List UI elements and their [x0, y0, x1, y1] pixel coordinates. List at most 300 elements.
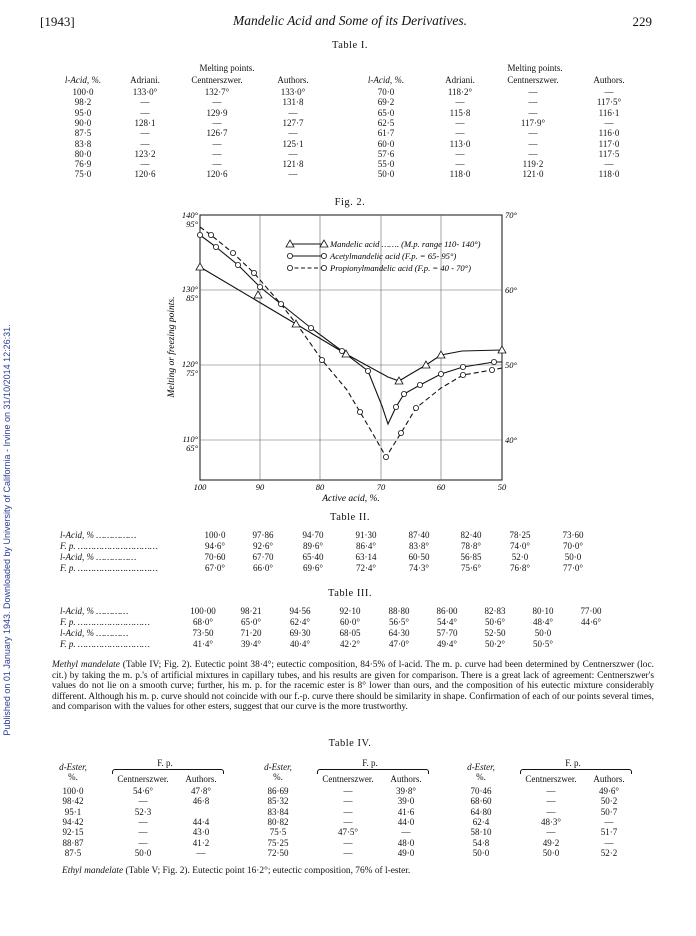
table1-col-authors: Authors.	[277, 75, 309, 85]
table4-cell: 87·5	[64, 847, 82, 858]
data-point-mandelic	[422, 361, 430, 368]
table4-cell: —	[546, 827, 556, 838]
table4-col-authors: Authors.	[185, 774, 217, 784]
data-point-mandelic	[196, 263, 204, 270]
table2-cell: 69·6°	[302, 563, 324, 573]
figure-2	[160, 205, 540, 505]
table2-cell: 82·40	[460, 530, 482, 540]
table4-cell: —	[401, 827, 411, 838]
table1-group-left: Melting points.	[199, 63, 255, 73]
data-point-propionyl	[413, 405, 418, 410]
table2-cell: 56·85	[460, 552, 482, 562]
table4-cell: 52·2	[600, 847, 618, 858]
table2-cell: 52·0	[511, 552, 529, 562]
table2-cell: 73·60	[562, 530, 584, 540]
table2-cell: 74·3°	[408, 563, 430, 573]
ytick-95: 95°	[186, 219, 198, 229]
data-point-acetyl	[308, 325, 313, 330]
table4-cell: —	[546, 786, 556, 796]
table1-col-centnerszwer: Centnerszwer.	[191, 75, 243, 85]
table3-cell: 50·2°	[484, 639, 506, 649]
table3-cell: 68·0°	[192, 617, 214, 627]
table4-cell: —	[343, 786, 353, 796]
ytick-right-70: 70°	[505, 210, 517, 220]
table3-cell: 44·6°	[580, 617, 602, 627]
table1-cell: 115·8	[449, 107, 471, 118]
table3-cell: 94·56	[289, 606, 311, 616]
legend-mandelic: Mandelic acid ……. (M.p. range 110- 140°)	[330, 239, 481, 249]
table1-cell: 57·6	[377, 148, 395, 159]
table1-cell: —	[528, 87, 538, 97]
table4-cell: 52·3	[134, 806, 152, 817]
table2-cell: 78·25	[509, 530, 531, 540]
data-point-acetyl	[401, 391, 406, 396]
table4-cell: 75·25	[267, 837, 289, 848]
data-point-propionyl	[319, 357, 324, 362]
table1-cell: 70·0	[377, 87, 395, 97]
table4-cell: 94·42	[62, 816, 84, 827]
table3-cell: 77·00	[580, 606, 602, 616]
table1-cell: 126·7	[206, 128, 228, 139]
circle-marker-icon	[287, 253, 292, 258]
table1-cell: 133·0°	[280, 87, 306, 97]
table1-cell: —	[288, 107, 298, 118]
table3-cell: 86·00	[436, 606, 458, 616]
table4-cell: 80·82	[267, 816, 289, 827]
table4-cell: 68·60	[470, 796, 492, 807]
table4-cell: 54·6°	[132, 786, 154, 796]
table2-cell: 70·0°	[562, 541, 584, 551]
table3-cell: 50·6°	[484, 617, 506, 627]
table1-cell: 69·2	[377, 97, 395, 108]
curve-propionyl	[200, 227, 502, 457]
table4-fp-header: F. p.	[362, 758, 378, 768]
table1-cell: —	[528, 107, 538, 118]
table2-cell: 83·8°	[408, 541, 430, 551]
table4-cell: 50·0	[542, 847, 560, 858]
data-point-mandelic	[498, 346, 506, 353]
data-point-acetyl	[491, 359, 496, 364]
table1-cell: —	[212, 138, 222, 149]
table2-cell: 74·0°	[509, 541, 531, 551]
data-point-mandelic	[254, 291, 262, 298]
table4-cell: 98·42	[62, 796, 84, 807]
table3-cell: 98·21	[240, 606, 262, 616]
table2-cell: 87·40	[408, 530, 430, 540]
table1-cell: 75·0	[74, 169, 92, 180]
table4-cell: 39·8°	[395, 786, 417, 796]
figure-caption: Fig. 2.	[334, 197, 366, 208]
y-axis-label: Melting or freezing points.	[167, 296, 177, 398]
table1-cell: —	[604, 87, 614, 97]
legend	[286, 239, 481, 273]
table1-cell: —	[604, 159, 614, 170]
paragraph-title: Methyl mandelate	[52, 660, 120, 670]
table3-cell: 88·80	[388, 606, 410, 616]
table4-cell: 47·8°	[190, 786, 212, 796]
ytick-140: 140°	[181, 210, 198, 220]
table1-col-acid: l-Acid, %.	[64, 75, 102, 85]
table1-cell: —	[604, 117, 614, 128]
x-axis-label: Active acid, %.	[322, 494, 380, 504]
table2-row-label: l-Acid, % ……………	[60, 530, 137, 540]
legend-acetyl: Acetylmandelic acid (F.p. = 65- 95°)	[330, 251, 457, 261]
table1-cell: —	[288, 169, 298, 180]
table1-cell: 60·0	[377, 138, 395, 149]
data-point-acetyl	[460, 364, 465, 369]
table4-cell: 48·0	[397, 837, 415, 848]
table2-cell: 92·6°	[252, 541, 274, 551]
table2-cell: 75·6°	[460, 563, 482, 573]
table1-cell: —	[212, 117, 222, 128]
ytick-75: 75°	[186, 368, 198, 378]
table3-cell: 100·00	[190, 606, 216, 616]
xtick-60: 60	[436, 482, 446, 492]
table1-cell: —	[455, 148, 465, 159]
table4-cell: 100·0	[62, 786, 84, 796]
table1-cell: —	[140, 97, 150, 108]
table1-cell: 118·2°	[447, 87, 473, 97]
table1-cell: 133·0°	[132, 87, 158, 97]
table1-cell: 65·0	[377, 107, 395, 118]
table2-cell: 91·30	[355, 530, 377, 540]
table1-cell: 132·7°	[204, 87, 230, 97]
table1-cell: 121·0	[522, 169, 544, 180]
data-point-propionyl	[251, 270, 256, 275]
table1-cell: 120·6	[206, 169, 228, 180]
table4-cell: 41·2	[192, 837, 210, 848]
table1-cell: 131·8	[282, 97, 304, 108]
table2-cell: 60·50	[408, 552, 430, 562]
table4-cell: 50·0	[472, 847, 490, 858]
table4-cell: 49·0	[397, 847, 415, 858]
data-point-acetyl	[339, 348, 344, 353]
legend-propionyl: Propionylmandelic acid (F.p. = 40 - 70°)	[330, 263, 471, 273]
table1-cell: 117·5°	[596, 97, 622, 108]
data-point-acetyl	[278, 301, 283, 306]
table2-cell: 50·0	[564, 552, 582, 562]
methyl-mandelate-paragraph	[52, 660, 654, 713]
sidebar-note: Published on 01 January 1943. Downloaded by University of California - Irvine on 31/10/2014 12:26:31.	[2, 324, 12, 736]
table4-caption: Table IV.	[328, 738, 372, 749]
table4-col-ester: d-Ester,	[59, 762, 87, 772]
table2-cell: 63·14	[355, 552, 377, 562]
table4-cell: 75·5	[269, 827, 287, 838]
table3-cell: 50·5°	[532, 639, 554, 649]
data-point-acetyl	[235, 262, 240, 267]
data-point-acetyl	[393, 404, 398, 409]
table4-cell: —	[343, 837, 353, 848]
data-point-propionyl	[489, 367, 494, 372]
ytick-85: 85°	[186, 293, 198, 303]
table4-col-pct: %.	[476, 772, 486, 782]
table4-col-centnerszwer: Centnerszwer.	[322, 774, 374, 784]
table1-cell: —	[528, 138, 538, 149]
table1-cell: 50·0	[377, 169, 395, 180]
table4-cell: 85·32	[267, 796, 289, 807]
data-point-acetyl	[365, 368, 370, 373]
header-year: [1943]	[40, 14, 75, 29]
table4-cell: 95·1	[64, 806, 82, 817]
table1-cell: 100·0	[72, 87, 94, 97]
table4-col-ester: d-Ester,	[264, 762, 292, 772]
footer-text: (Table V; Fig. 2). Eutectic point 16·2°; eutectic composition, 76% of l-ester.	[123, 866, 411, 876]
table1-group-right: Melting points.	[507, 63, 563, 73]
table4-fp-header: F. p.	[565, 758, 581, 768]
table2-cell: 77·0°	[562, 563, 584, 573]
table3-cell: 71·20	[240, 628, 262, 638]
table3-cell: 56·5°	[388, 617, 410, 627]
header-title: Mandelic Acid and Some of its Derivatives.	[232, 13, 468, 28]
table4-col-pct: %.	[68, 772, 78, 782]
table2-cell: 67·0°	[204, 563, 226, 573]
table4-cell: 50·0	[134, 847, 152, 858]
table1-cell: —	[455, 128, 465, 139]
table4-col-pct: %.	[273, 772, 283, 782]
table1-cell: 127·7	[282, 117, 304, 128]
table3-row-label: F. p. ………………………	[60, 617, 150, 627]
table4-cell: —	[546, 796, 556, 807]
ytick-right-40: 40°	[505, 435, 517, 445]
data-point-acetyl	[197, 232, 202, 237]
table4-cell: 47·5°	[337, 827, 359, 838]
table2-cell: 67·70	[252, 552, 274, 562]
table3-cell: 49·4°	[436, 639, 458, 649]
table1-cell: 119·2	[522, 159, 544, 170]
table3-cell: 40·4°	[289, 639, 311, 649]
table1-cell: 116·1	[598, 107, 620, 118]
table1-cell: —	[528, 148, 538, 159]
xtick-90: 90	[255, 482, 265, 492]
table3-row-label: l-Acid, % …………	[60, 606, 129, 616]
table3-cell: 52·50	[484, 628, 506, 638]
table4-col-centnerszwer: Centnerszwer.	[117, 774, 169, 784]
table1-cell: 76·9	[74, 159, 92, 170]
table4-cell: —	[604, 816, 614, 827]
table4-cell: —	[343, 816, 353, 827]
table1-cell: 118·0	[449, 169, 471, 180]
table2-row-label: F. p. …………………………	[60, 541, 158, 551]
curve-mandelic	[200, 267, 502, 381]
data-point-propionyl	[398, 430, 403, 435]
table1-cell: —	[140, 159, 150, 170]
table1-cell: 121·8	[282, 159, 304, 170]
table4-cell: —	[546, 806, 556, 817]
table3-cell: 73·50	[192, 628, 214, 638]
table1-cell: —	[212, 97, 222, 108]
table1-cell: 95·0	[74, 107, 92, 118]
table1-cell: —	[140, 128, 150, 139]
table1-cell: 117·5	[598, 148, 620, 159]
table4-cell: —	[343, 796, 353, 807]
table4-cell: 44·0	[397, 816, 415, 827]
table3-row-label: l-Acid, % …………	[60, 628, 129, 638]
table1-cell: —	[288, 128, 298, 139]
table2-row-label: F. p. …………………………	[60, 563, 158, 573]
circle-marker-icon	[287, 265, 292, 270]
table4-cell: —	[196, 847, 206, 858]
data-point-propionyl	[208, 232, 213, 237]
table1-cell: 117·0	[598, 138, 620, 149]
table4-cell: —	[343, 806, 353, 817]
table3-cell: 65·0°	[240, 617, 262, 627]
paragraph-text: (Table IV; Fig. 2). Eutectic point 38·4°; eutectic composition, 84·5% of l-acid. The m. p. curve had been determined by Centnerszwer (loc. cit.) by taking the m. p.'s of artificial mixtures in capillary tubes, and his results are given for comparison. There is a great lack of agreement: Centnerszwer's values do not lie on a smooth curve; further, his m. p. for the racemic ester is 8° lower than ours, and the composition of his eutectic mixture considerably different. Although his m. p. curve should not coincide with our f.-p. curve there should be similarity in shape. Confirmation of each of our points several times, and comparison with the values for other esters, suggest that our curve is the more trustworthy.	[52, 660, 654, 713]
table1-cell: —	[528, 97, 538, 108]
ytick-right-60: 60°	[505, 285, 517, 295]
table1-cell: —	[212, 159, 222, 170]
footer-title: Ethyl mandelate	[62, 866, 124, 876]
table2-caption: Table II.	[330, 512, 370, 523]
table1-cell: —	[528, 128, 538, 139]
table4-cell: 88·87	[62, 837, 84, 848]
table1-cell: —	[455, 97, 465, 108]
table3-cell: 69·30	[289, 628, 311, 638]
table4-cell: 50·7	[600, 806, 618, 817]
table4-col-ester: d-Ester,	[467, 762, 495, 772]
data-point-mandelic	[292, 320, 300, 327]
table4-cell: 44·4	[192, 816, 210, 827]
table1-cell: —	[212, 148, 222, 159]
data-point-acetyl	[438, 371, 443, 376]
table1-col-acid-2: l-Acid, %.	[367, 75, 405, 85]
table4-cell: 49·6°	[598, 786, 620, 796]
table4-cell: —	[138, 827, 148, 838]
table1-cell: 90·0	[74, 117, 92, 128]
data-point-propionyl	[230, 250, 235, 255]
ytick-right-50: 50°	[505, 360, 517, 370]
xtick-100: 100	[193, 482, 207, 492]
table1-cell: 55·0	[377, 159, 395, 170]
table4-cell: 48·3°	[540, 816, 562, 827]
table1-cell: 61·7	[377, 128, 395, 139]
table3-cell: 80·10	[532, 606, 554, 616]
table4-cell: —	[343, 847, 353, 858]
table1-cell: 118·0	[598, 169, 620, 180]
circle-marker-icon	[321, 253, 326, 258]
table2-cell: 100·0	[204, 530, 226, 540]
table1-cell: 128·1	[134, 117, 156, 128]
table3-cell: 82·83	[484, 606, 506, 616]
ethyl-mandelate-line	[62, 866, 662, 877]
table1-cell: 83·8	[74, 138, 92, 149]
table4-cell: 62·4	[472, 816, 490, 827]
table1-caption: Table I.	[332, 40, 368, 51]
data-point-propionyl	[357, 409, 362, 414]
table1-cell: 123·2	[134, 148, 156, 159]
data-point-acetyl	[213, 244, 218, 249]
table1-cell: —	[140, 138, 150, 149]
table4-cell: 39·0	[397, 796, 415, 807]
table3-cell: 62·4°	[289, 617, 311, 627]
table2-cell: 78·8°	[460, 541, 482, 551]
table4-cell: 43·0	[192, 827, 210, 838]
table3-cell: 41·4°	[192, 639, 214, 649]
table4-cell: 51·7	[600, 827, 618, 838]
table1-cell: —	[140, 107, 150, 118]
table3-caption: Table III.	[328, 588, 372, 599]
table3-cell: 60·0°	[339, 617, 361, 627]
table1-cell: 129·9	[206, 107, 228, 118]
table3-cell: 47·0°	[388, 639, 410, 649]
table4-cell: 41·6	[397, 806, 415, 817]
table3-cell: 39·4°	[240, 639, 262, 649]
table1-cell: 120·6	[134, 169, 156, 180]
table2-row-label: l-Acid, % ……………	[60, 552, 137, 562]
table1-cell: 87·5	[74, 128, 92, 139]
table4-cell: 83·84	[267, 806, 289, 817]
ytick-130: 130°	[181, 284, 198, 294]
table4-fp-header: F. p.	[157, 758, 173, 768]
table4-cell: 86·69	[267, 786, 289, 796]
table4-cell: 54·8	[472, 837, 490, 848]
table1-cell: 98·2	[74, 97, 92, 108]
table3-cell: 54·4°	[436, 617, 458, 627]
table2-cell: 94·70	[302, 530, 324, 540]
table4-cell: —	[138, 837, 148, 848]
ytick-65: 65°	[186, 443, 198, 453]
table1-cell: 80·0	[74, 148, 92, 159]
table2-cell: 70·60	[204, 552, 226, 562]
table1-cell: 125·1	[282, 138, 304, 149]
table2-cell: 76·8°	[509, 563, 531, 573]
table1-cell: —	[455, 117, 465, 128]
table2-cell: 97·86	[252, 530, 274, 540]
table4-cell: 50·2	[600, 796, 618, 807]
table4-cell: 46·8	[192, 796, 210, 807]
table2-cell: 86·4°	[355, 541, 377, 551]
table4-col-authors: Authors.	[390, 774, 422, 784]
data-point-propionyl	[460, 372, 465, 377]
table3-cell: 50·0	[534, 628, 552, 638]
data-point-acetyl	[417, 382, 422, 387]
ytick-120: 120°	[181, 359, 198, 369]
data-point-acetyl	[257, 284, 262, 289]
table1-col-centnerszwer-2: Centnerszwer.	[507, 75, 559, 85]
table4-cell: 70·46	[470, 786, 492, 796]
table4-cell: 58·10	[470, 827, 492, 838]
xtick-50: 50	[497, 482, 507, 492]
ytick-110: 110°	[182, 434, 198, 444]
page-number: 229	[632, 14, 652, 29]
table3-cell: 92·10	[339, 606, 361, 616]
table1-col-authors-2: Authors.	[593, 75, 625, 85]
table1-col-adriani: Adriani.	[130, 75, 160, 85]
table4-col-centnerszwer: Centnerszwer.	[525, 774, 577, 784]
table4-cell: 49·2	[542, 837, 560, 848]
table3-cell: 57·70	[436, 628, 458, 638]
table4-cell: —	[138, 816, 148, 827]
xtick-80: 80	[315, 482, 325, 492]
table3-cell: 64·30	[388, 628, 410, 638]
table4-col-authors: Authors.	[593, 774, 625, 784]
table4-cell: —	[138, 796, 148, 807]
table1-cell: —	[455, 159, 465, 170]
table1-cell: 117·9°	[520, 117, 546, 128]
table3-row-label: F. p. ………………………	[60, 639, 150, 649]
table2-cell: 65·40	[302, 552, 324, 562]
table2-cell: 94·6°	[204, 541, 226, 551]
table2-cell: 66·0°	[252, 563, 274, 573]
table4-cell: —	[604, 837, 614, 848]
table3-cell: 68·05	[339, 628, 361, 638]
table3-cell: 48·4°	[532, 617, 554, 627]
table1-col-adriani-2: Adriani.	[445, 75, 475, 85]
table2-cell: 89·6°	[302, 541, 324, 551]
table4-cell: 72·50	[267, 847, 289, 858]
table1-cell: —	[288, 148, 298, 159]
table1-cell: 116·0	[598, 128, 620, 139]
table1-cell: 113·0	[449, 138, 471, 149]
